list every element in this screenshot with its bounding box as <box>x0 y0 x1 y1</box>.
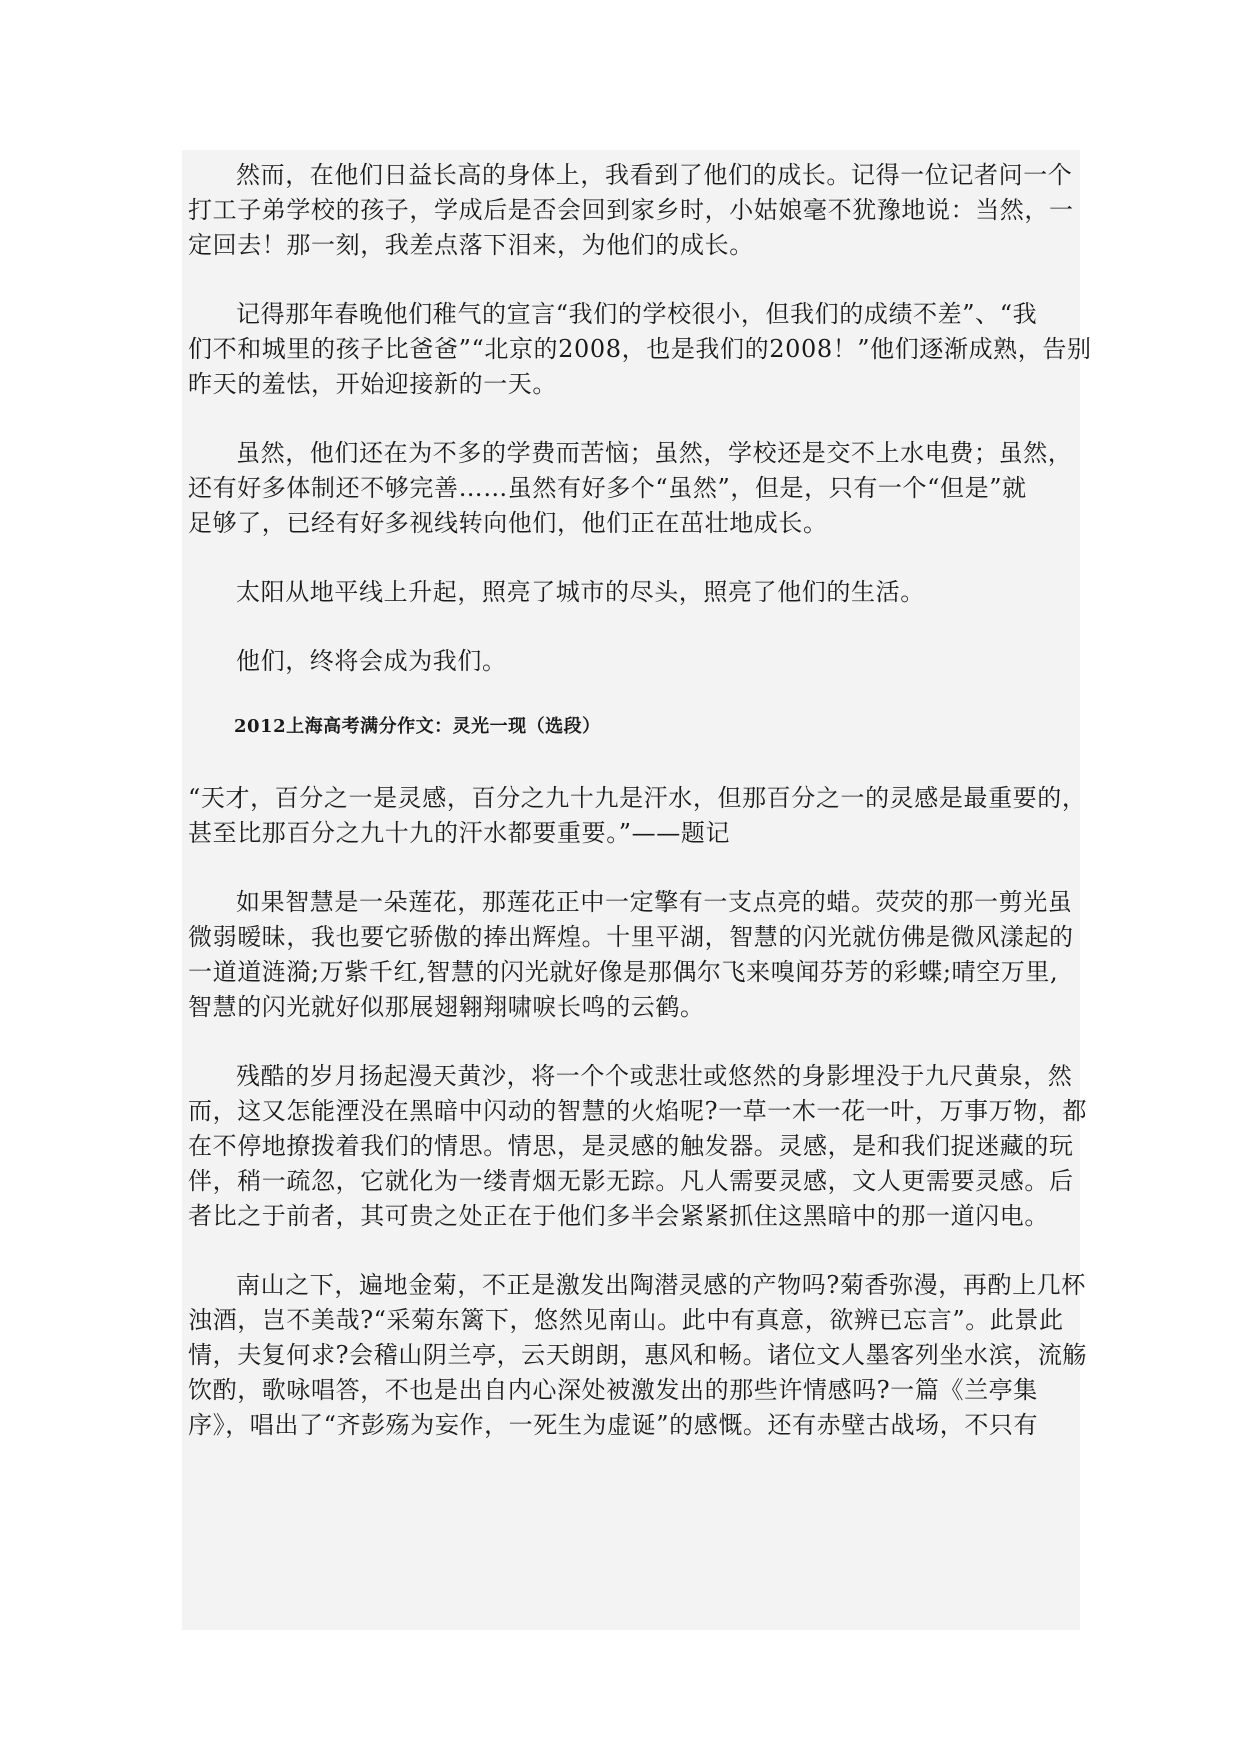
paragraph-line: 足够了，已经有好多视线转向他们，他们正在茁壮地成长。 <box>188 509 828 537</box>
paragraph-line: 序》，唱出了“齐彭殇为妄作，一死生为虚诞”的感慨。还有赤壁古战场，不只有 <box>188 1411 1039 1439</box>
paragraph-line: 浊酒，岂不美哉?“采菊东篱下，悠然见南山。此中有真意，欲辨已忘言”。此景此 <box>188 1306 1064 1334</box>
paragraph-line: 他们，终将会成为我们。 <box>236 647 507 675</box>
paragraph-7 <box>188 1059 1088 1234</box>
paragraph-line: 昨天的羞怯，开始迎接新的一天。 <box>188 370 557 398</box>
epigraph-line: 甚至比那百分之九十九的汗水都要重要。”——题记 <box>188 819 731 847</box>
paragraph-line: 太阳从地平线上升起，照亮了城市的尽头，照亮了他们的生活。 <box>236 578 925 606</box>
paragraph-2 <box>188 297 1092 402</box>
paragraph-line: 然而，在他们日益长高的身体上，我看到了他们的成长。记得一位记者问一个 <box>236 161 1073 189</box>
paragraph-line: 打工子弟学校的孩子，学成后是否会回到家乡时，小姑娘毫不犹豫地说：当然，一 <box>188 196 1074 224</box>
paragraph-line: 虽然，他们还在为不多的学费而苦恼；虽然，学校还是交不上水电费；虽然， <box>236 439 1073 467</box>
paragraph-line: 如果智慧是一朵莲花，那莲花正中一定擎有一支点亮的蜡。荧荧的那一剪光虽 <box>236 888 1073 916</box>
paragraph-line: 们不和城里的孩子比爸爸”“北京的2008，也是我们的2008！”他们逐渐成熟，告别 <box>188 335 1092 363</box>
epigraph-line: “天才，百分之一是灵感，百分之九十九是汗水，但那百分之一的灵感是最重要的， <box>188 784 1087 812</box>
paragraph-line: 定回去！那一刻，我差点落下泪来，为他们的成长。 <box>188 231 754 259</box>
document-content <box>188 158 1092 1477</box>
paragraph-line: 而，这又怎能湮没在黑暗中闪动的智慧的火焰呢?一草一木一花一叶，万事万物，都 <box>188 1097 1088 1125</box>
paragraph-line: 南山之下，遍地金菊，不正是激发出陶潜灵感的产物吗?菊香弥漫，再酌上几杯 <box>236 1271 1086 1299</box>
paragraph-line: 伴，稍一疏忽，它就化为一缕青烟无影无踪。凡人需要灵感，文人更需要灵感。后 <box>188 1167 1074 1195</box>
paragraph-line: 残酷的岁月扬起漫天黄沙，将一个个或悲壮或悠然的身影埋没于九尺黄泉，然 <box>236 1062 1073 1090</box>
paragraph-line: 还有好多体制还不够完善……虽然有好多个“虽然”，但是，只有一个“但是”就 <box>188 474 1027 502</box>
paragraph-line: 微弱暧昧，我也要它骄傲的捧出辉煌。十里平湖，智慧的闪光就仿佛是微风漾起的 <box>188 923 1074 951</box>
paragraph-3 <box>188 436 1088 541</box>
paragraph-5 <box>188 644 1088 679</box>
paragraph-4 <box>188 575 1088 610</box>
essay-heading: 2012上海高考满分作文：灵光一现（选段） <box>234 716 601 737</box>
paragraph-line: 记得那年春晚他们稚气的宣言“我们的学校很小，但我们的成绩不差”、“我 <box>236 300 1038 328</box>
paragraph-line: 在不停地撩拨着我们的情思。情思，是灵感的触发器。灵感，是和我们捉迷藏的玩 <box>188 1132 1074 1160</box>
paragraph-8 <box>188 1268 1088 1443</box>
epigraph <box>188 781 1088 851</box>
paragraph-line: 情，夫复何求?会稽山阴兰亭，云天朗朗，惠风和畅。诸位文人墨客列坐水滨，流觞 <box>188 1341 1088 1369</box>
paragraph-line: 智慧的闪光就好似那展翅翱翔啸唳长鸣的云鹤。 <box>188 993 705 1021</box>
paragraph-line: 饮酌，歌咏唱答，不也是出自内心深处被激发出的那些许情感吗?一篇《兰亭集 <box>188 1376 1038 1404</box>
paragraph-line: 一道道涟漪;万紫千红,智慧的闪光就好像是那偶尔飞来嗅闻芬芳的彩蝶;晴空万里, <box>188 958 1059 986</box>
paragraph-1 <box>188 158 1088 263</box>
paragraph-6 <box>188 885 1088 1025</box>
paragraph-line: 者比之于前者，其可贵之处正在于他们多半会紧紧抓住这黑暗中的那一道闪电。 <box>188 1202 1049 1230</box>
